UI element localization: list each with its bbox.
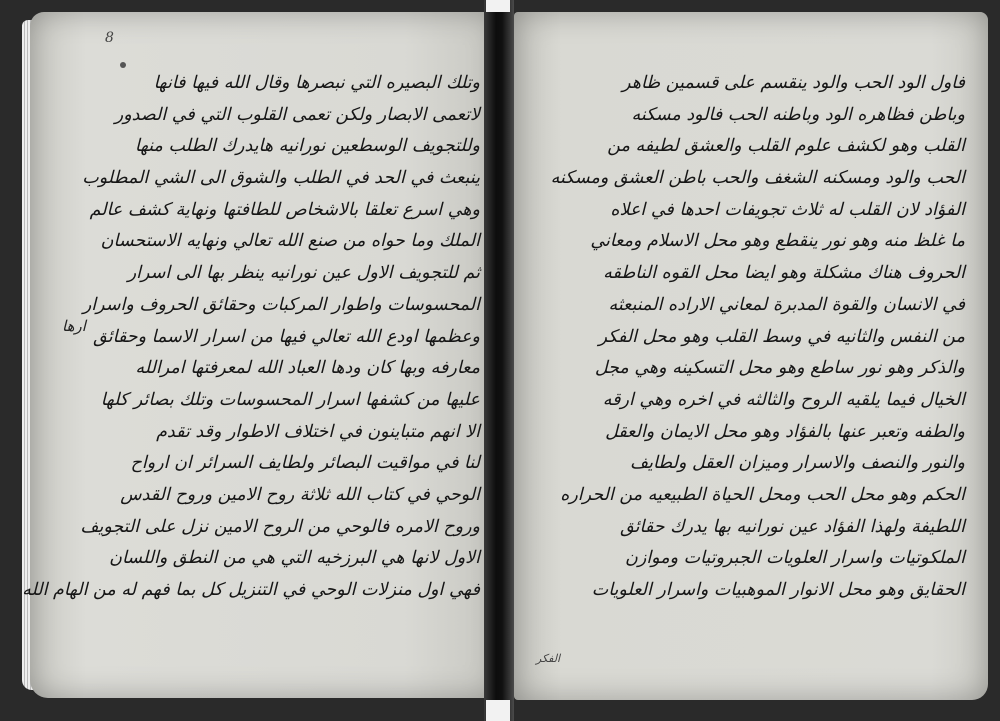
text-line: فهي اول منزلات الوحي في التنزيل كل بما فهم له من الهام الله bbox=[22, 580, 480, 600]
text-line: الوحي في كتاب الله ثلاثة روح الامين وروح القدس bbox=[120, 484, 480, 505]
text-line: الملك وما حواه من صنع الله تعالي ونهايه الاستحسان bbox=[100, 231, 480, 252]
text-line: لاتعمى الابصار ولكن تعمى القلوب التي في الصدور bbox=[114, 104, 480, 125]
text-line: الفؤاد لان القلب له ثلاث تجويفات احدها في اعلاه bbox=[610, 199, 965, 220]
catchword: الفكر bbox=[536, 652, 561, 665]
text-line: الحروف هناك مشكلة وهو ايضا محل القوه الناطقه bbox=[603, 263, 965, 284]
text-line: الخيال فيما يلقيه الروح والثالثه في اخره وهي ارقه bbox=[602, 389, 965, 410]
text-line: فاول الود الحب والود ينقسم على قسمين ظاهر bbox=[622, 73, 965, 93]
text-line: وللتجويف الوسطعين نورانيه هايدرك الطلب منها bbox=[134, 136, 480, 157]
text-line: الحكم وهو محل الحب ومحل الحياة الطبيعيه من الحراره bbox=[560, 484, 965, 505]
text-line: القلب وهو لكشف علوم القلب والعشق لطيفه من bbox=[607, 136, 965, 157]
text-line: الملكوتيات واسرار العلويات الجبروتيات وموازن bbox=[625, 548, 965, 569]
text-line: اللطيفة ولهذا الفؤاد عين نورانيه بها يدرك حقائق bbox=[620, 516, 965, 537]
text-line: معارفه وبها كان ودها العباد الله لمعرفتها امرالله bbox=[135, 358, 480, 379]
text-line: في الانسان والقوة المدبرة لمعاني الاراده المنبعثه bbox=[608, 294, 965, 315]
text-line: والذكر وهو نور ساطع وهو محل التسكينه وهي مجل bbox=[594, 358, 965, 379]
text-line: لنا في مواقيت البصائر ولطايف السرائر ان ارواح bbox=[130, 453, 480, 474]
left-page-text bbox=[22, 68, 480, 607]
text-line: والطفه وتعبر عنها بالفؤاد وهو محل الايمان والعقل bbox=[605, 421, 965, 442]
text-line: وروح الامره فالوحي من الروح الامين نزل على التجويف bbox=[80, 516, 480, 537]
text-line: ما غلظ منه وهو نور ينقطع وهو محل الاسلام ومعاني bbox=[590, 231, 965, 252]
text-line: وباطن فظاهره الود وباطنه الحب فالود مسكنه bbox=[631, 104, 965, 125]
spine-gap-bottom bbox=[486, 700, 510, 721]
book-spine bbox=[484, 0, 514, 721]
text-line: والنور والنصف والاسرار وميزان العقل ولطايف bbox=[629, 453, 965, 474]
margin-note-left: ارها bbox=[62, 317, 86, 335]
text-line: الحقايق وهو محل الانوار الموهبيات واسرار العلويات bbox=[591, 580, 965, 600]
text-line: ثم للتجويف الاول عين نورانيه ينظر بها الى اسرار bbox=[127, 263, 480, 284]
text-line: وهي اسرع تعلقا بالاشخاص للطافتها ونهاية كشف عالم bbox=[89, 199, 480, 220]
text-line: ينبعث في الحد في الطلب والشوق الى الشي المطلوب bbox=[82, 168, 480, 189]
text-line: وتلك البصيره التي نبصرها وقال الله فيها فانها bbox=[153, 73, 480, 93]
text-line: الا انهم متباينون في اختلاف الاطوار وقد تقدم bbox=[156, 421, 480, 442]
text-line: من النفس والثانيه في وسط القلب وهو محل الفكر bbox=[598, 326, 965, 347]
folio-number: 8 bbox=[105, 30, 114, 46]
right-page-text bbox=[540, 68, 965, 607]
text-line: المحسوسات واطوار المركبات وحقائق الحروف واسرار bbox=[82, 294, 480, 315]
text-line: الحب والود ومسكنه الشغف والحب باطن العشق ومسكنه bbox=[550, 168, 965, 189]
spine-gap-top bbox=[486, 0, 510, 12]
text-line: الاول لانها هي البرزخيه التي هي من النطق واللسان bbox=[109, 548, 480, 569]
text-line: وعظمها اودع الله تعالي فيها من اسرار الاسما وحقائق bbox=[93, 326, 480, 347]
text-line: عليها من كشفها اسرار المحسوسات وتلك بصائر كلها bbox=[100, 389, 480, 410]
